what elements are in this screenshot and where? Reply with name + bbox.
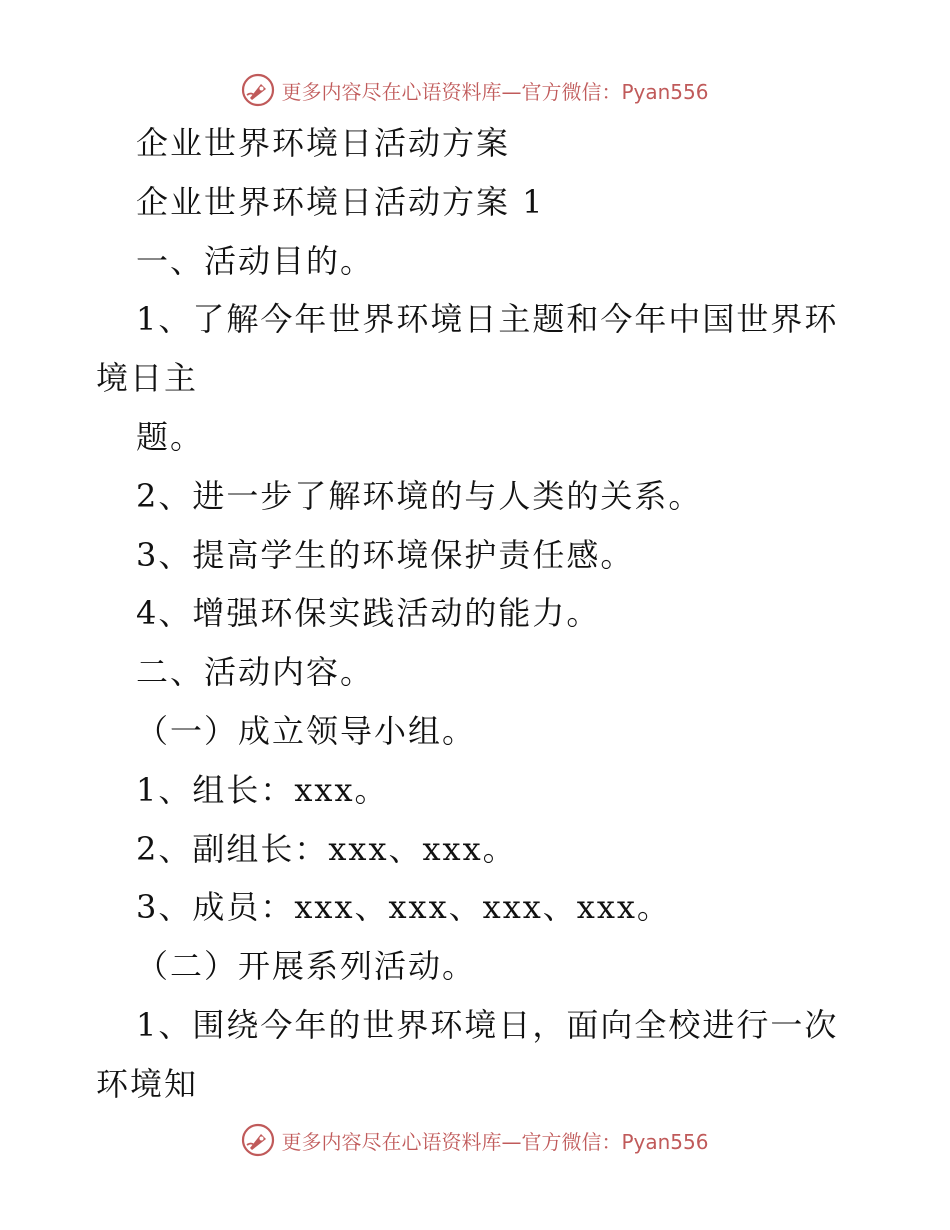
document-body: [96, 114, 856, 1114]
paragraph-line: 1、组长：xxx。: [136, 770, 389, 809]
paragraph-line: 1、围绕今年的世界环境日，面向全校进行一次: [136, 1005, 839, 1044]
paragraph-line: 2、副组长：xxx、xxx。: [136, 829, 517, 868]
paragraph-line: 一、活动目的。: [136, 241, 375, 280]
paragraph-line: 境日主: [96, 359, 199, 398]
paragraph-line: 题。: [136, 417, 205, 456]
section-heading: 企业世界环境日活动方案 1: [136, 182, 545, 221]
paragraph-line: 4、增强环保实践活动的能力。: [136, 594, 601, 633]
paragraph-line: 2、进一步了解环境的与人类的关系。: [136, 476, 703, 515]
pen-nib-logo-icon: [241, 1123, 275, 1157]
header-watermark: [0, 70, 950, 110]
footer-watermark: [0, 1120, 950, 1160]
paragraph-line: 1、了解今年世界环境日主题和今年中国世界环: [136, 300, 839, 339]
document-title: 企业世界环境日活动方案: [136, 124, 511, 162]
paragraph-line: 3、成员：xxx、xxx、xxx、xxx。: [136, 888, 671, 927]
watermark-text: 更多内容尽在心语资料库—官方微信：Pyan556: [281, 1129, 709, 1154]
paragraph-line: （一）成立领导小组。: [136, 711, 477, 750]
paragraph-line: 3、提高学生的环境保护责任感。: [136, 535, 635, 574]
watermark-text: 更多内容尽在心语资料库—官方微信：Pyan556: [281, 79, 709, 104]
paragraph-line: 二、活动内容。: [136, 653, 375, 692]
paragraph-line: 环境知: [96, 1064, 199, 1103]
paragraph-line: （二）开展系列活动。: [136, 947, 477, 986]
pen-nib-logo-icon: [241, 73, 275, 107]
